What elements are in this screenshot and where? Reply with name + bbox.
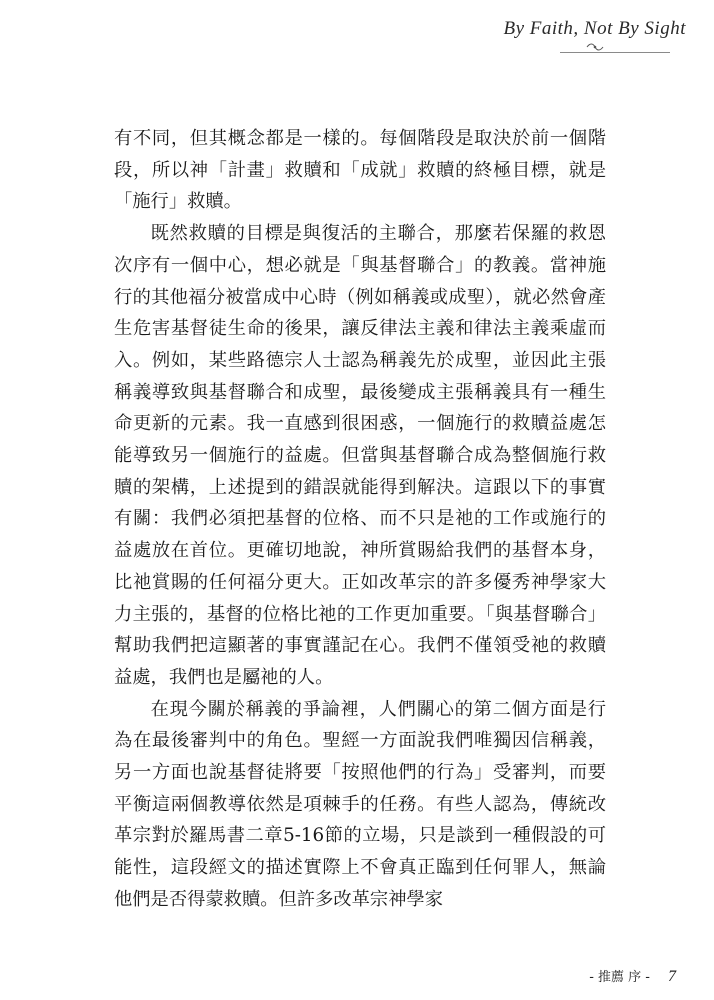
running-title: By Faith, Not By Sight	[503, 18, 686, 39]
running-head	[503, 18, 686, 52]
body-text	[114, 123, 606, 916]
flourish-ornament-icon	[586, 42, 604, 52]
header-rule	[560, 52, 670, 53]
page-footer	[589, 966, 676, 986]
paragraph-3: 在現今關於稱義的爭論裡，人們關心的第二個方面是行為在最後審判中的角色。聖經一方面說我們唯獨因信稱義，另一方面也說基督徒將要「按照他們的行為」受審判，而要平衡這兩個教導依然是項棘手的任務。有些人認為，傳統改革宗對於羅馬書二章5-16節的立場，只是談到一種假設的可能性，這段經文的描述實際上不會真正臨到任何罪人，無論他們是否得蒙救贖。但許多改革宗神學家	[114, 698, 606, 910]
page-number: 7	[668, 968, 676, 985]
paragraph-2: 既然救贖的目標是與復活的主聯合，那麼若保羅的救恩次序有一個中心，想必就是「與基督聯合」的教義。當神施行的其他福分被當成中心時（例如稱義或成聖），就必然會產生危害基督徒生命的後果，讓反律法主義和律法主義乘虛而入。例如，某些路德宗人士認為稱義先於成聖，並因此主張稱義導致與基督聯合和成聖，最後變成主張稱義具有一種生命更新的元素。我一直感到很困惑，一個施行的救贖益處怎能導致另一個施行的益處。但當與基督聯合成為整個施行救贖的架構，上述提到的錯誤就能得到解決。這跟以下的事實有關：我們必須把基督的位格、而不只是祂的工作或施行的益處放在首位。更確切地說，神所賞賜給我們的基督本身，比祂賞賜的任何福分更大。正如改革宗的許多優秀神學家大力主張的，基督的位格比祂的工作更加重要。「與基督聯合」幫助我們把這顯著的事實謹記在心。我們不僅領受祂的救贖益處，我們也是屬祂的人。	[114, 223, 606, 688]
paragraph-1: 有不同，但其概念都是一樣的。每個階段是取決於前一個階段，所以神「計畫」救贖和「成就」救贖的終極目標，就是「施行」救贖。	[114, 128, 606, 213]
section-label: - 推薦 序 -	[589, 970, 650, 985]
